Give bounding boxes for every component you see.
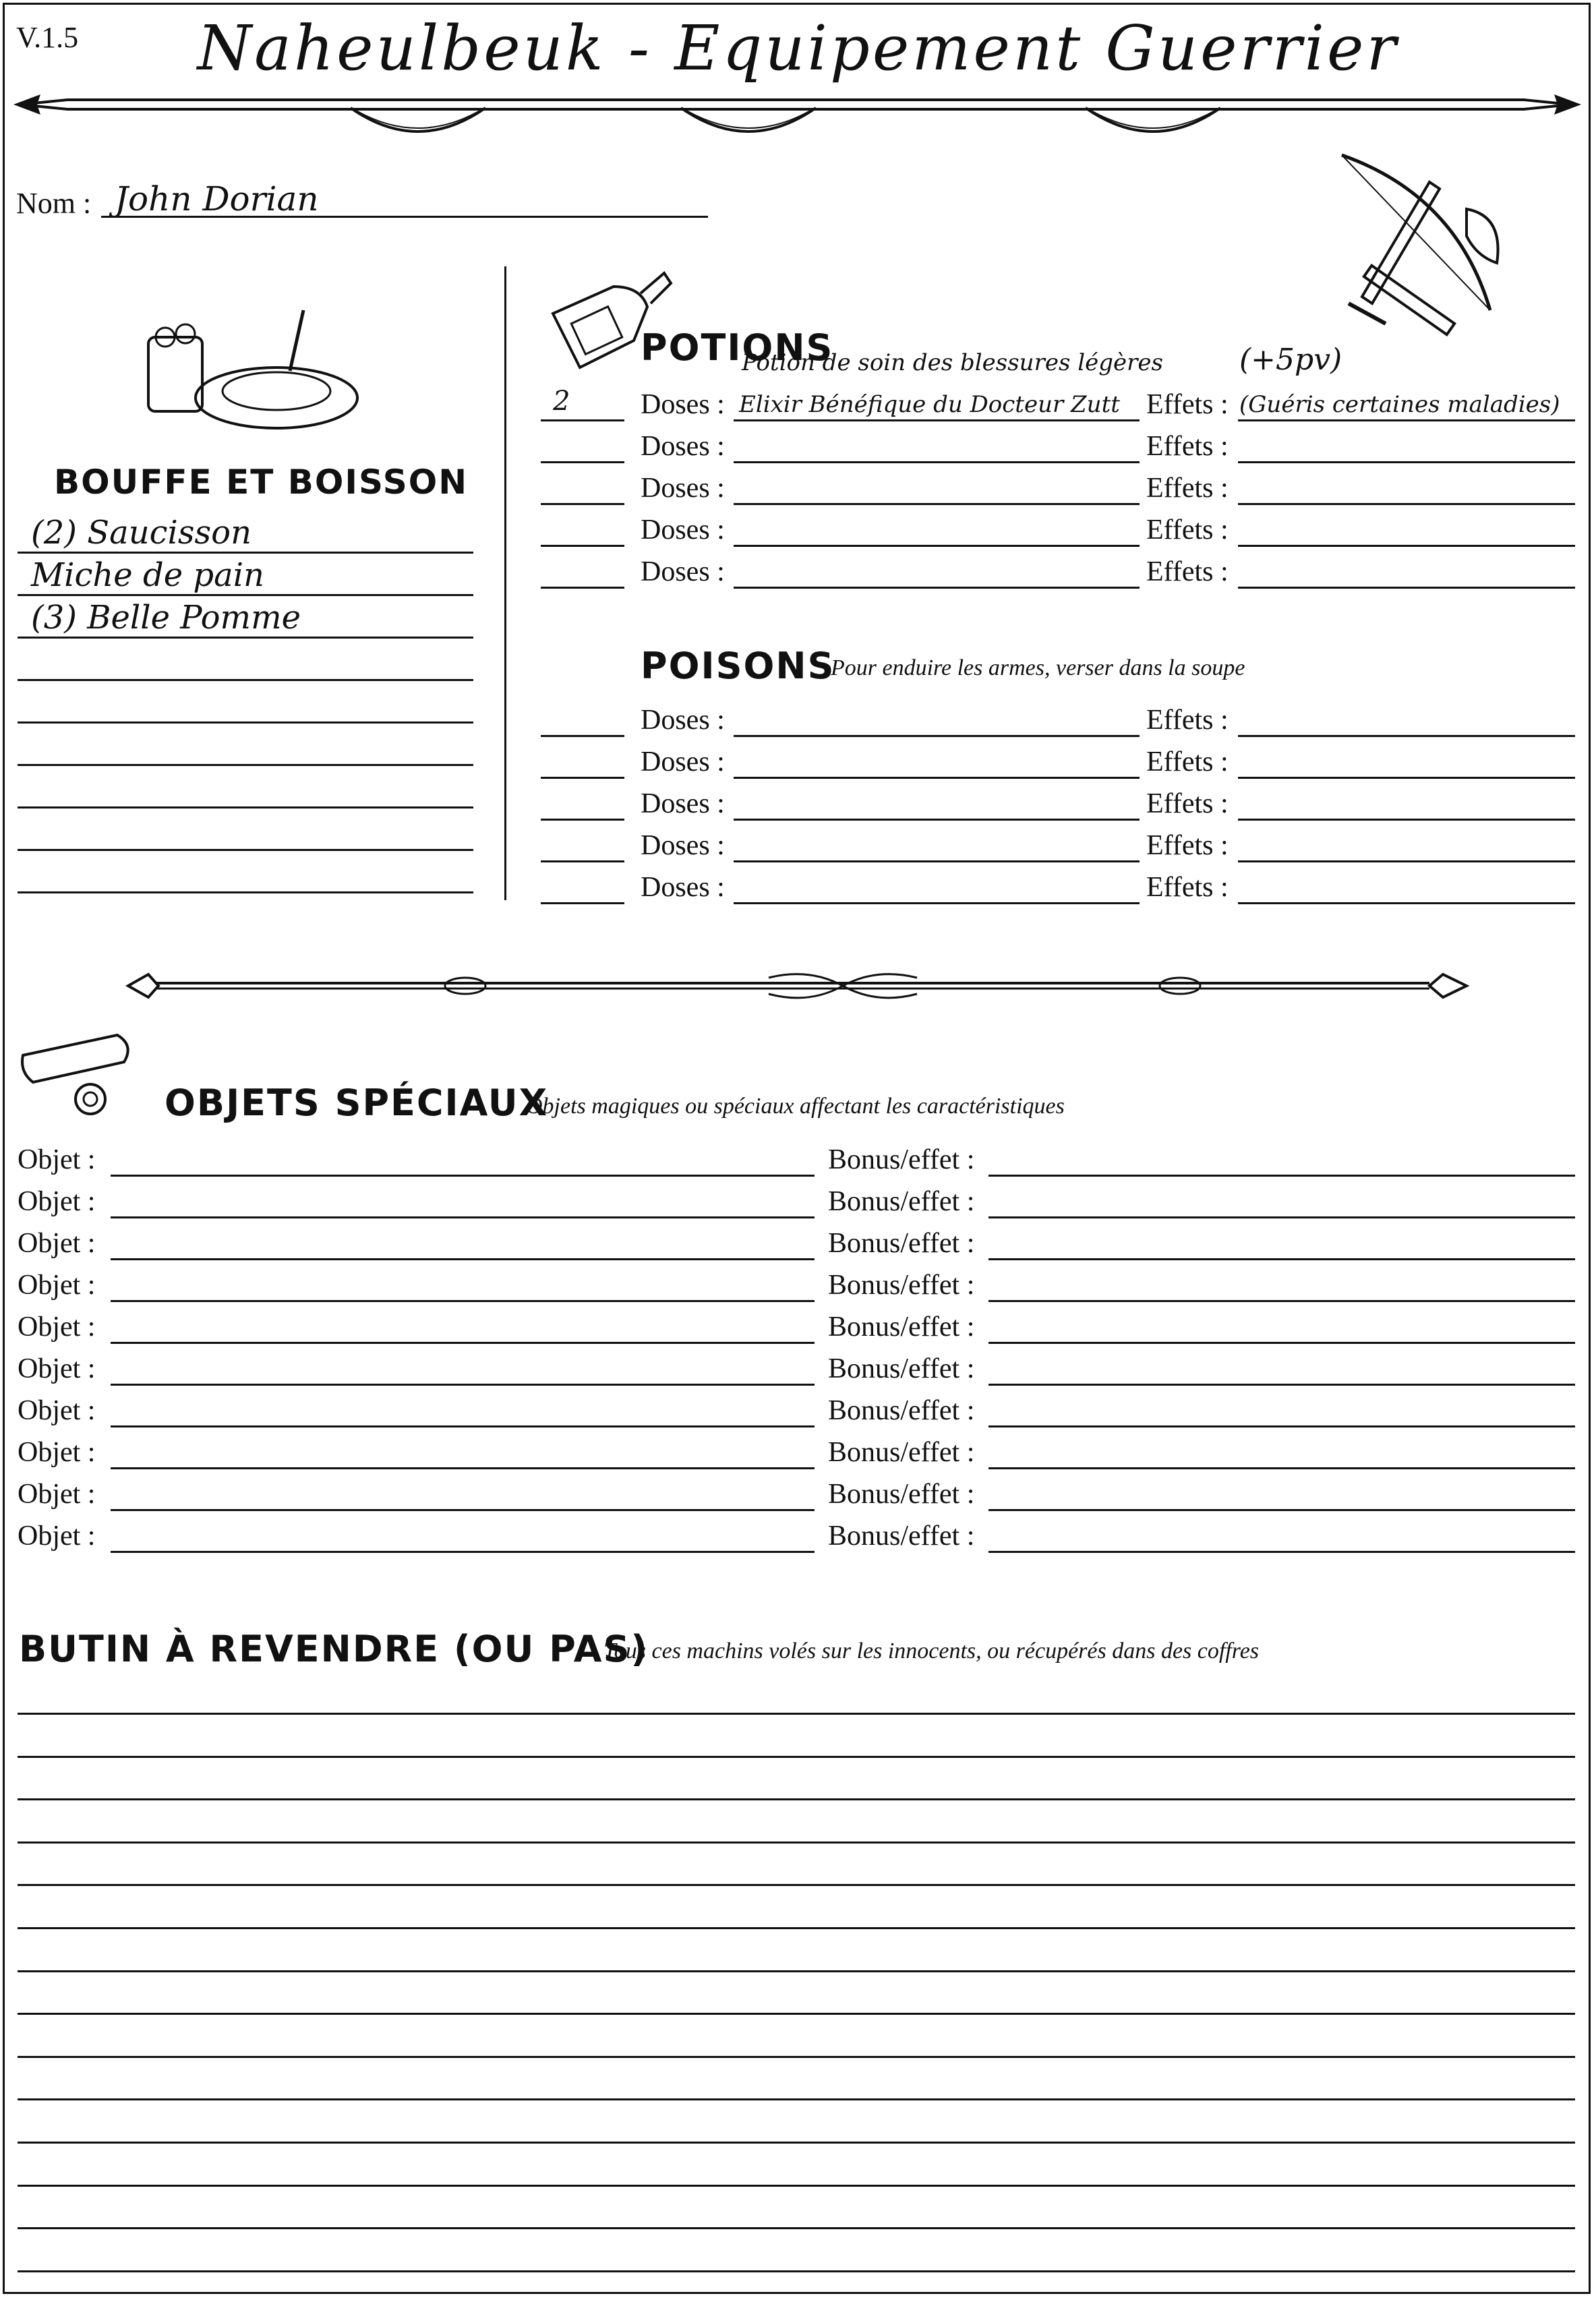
- objet-label: Objet :: [18, 1270, 96, 1301]
- poison-effect-line[interactable]: [1238, 777, 1575, 779]
- potion-effect-line: [1238, 503, 1575, 505]
- bonus-line[interactable]: [988, 1467, 1575, 1469]
- poison-count-line[interactable]: [541, 819, 624, 821]
- special-subtitle: Objets magiques ou spéciaux affectant les caractéristiques: [526, 1094, 1065, 1119]
- potion-name-line: [734, 503, 1140, 505]
- bonus-label: Bonus/effet :: [828, 1521, 975, 1552]
- objet-line[interactable]: [111, 1258, 815, 1260]
- food-item[interactable]: (3) Belle Pomme: [31, 599, 301, 637]
- food-line: [18, 637, 473, 639]
- name-label: Nom :: [16, 187, 92, 220]
- poison-name-line[interactable]: [734, 777, 1140, 779]
- poison-name-line[interactable]: [734, 860, 1140, 862]
- food-line: [18, 849, 473, 851]
- objet-label: Objet :: [18, 1312, 96, 1343]
- dose-count-line: [541, 503, 624, 505]
- food-line: [18, 806, 473, 808]
- potion-name[interactable]: Elixir Bénéfique du Docteur Zutt: [739, 391, 1120, 418]
- objet-line[interactable]: [111, 1384, 815, 1386]
- effets-label: Effets :: [1146, 389, 1229, 420]
- bonus-line[interactable]: [988, 1300, 1575, 1302]
- doses-label: Doses :: [641, 788, 725, 819]
- poison-name-line[interactable]: [734, 735, 1140, 737]
- version-label: V.1.5: [16, 21, 79, 54]
- objet-line[interactable]: [111, 1509, 815, 1511]
- potion-name-line: [734, 419, 1140, 421]
- objet-label: Objet :: [18, 1395, 96, 1426]
- bonus-line[interactable]: [988, 1509, 1575, 1511]
- effets-label: Effets :: [1146, 431, 1229, 462]
- dose-count-line: [541, 461, 624, 463]
- special-heading: OBJETS SPÉCIAUX: [165, 1082, 549, 1124]
- objet-label: Objet :: [18, 1228, 96, 1259]
- poison-effect-line[interactable]: [1238, 819, 1575, 821]
- bonus-label: Bonus/effet :: [828, 1479, 975, 1510]
- potion-note-effect: (+5pv): [1239, 343, 1342, 377]
- dose-count-line: [541, 587, 624, 589]
- loot-line[interactable]: [18, 1970, 1575, 1972]
- dose-count-line: [541, 545, 624, 547]
- doses-label: Doses :: [641, 514, 725, 546]
- food-line: [18, 721, 473, 724]
- potion-effect-line: [1238, 545, 1575, 547]
- doses-label: Doses :: [641, 431, 725, 462]
- bonus-line[interactable]: [988, 1175, 1575, 1177]
- loot-line[interactable]: [18, 2270, 1575, 2272]
- bonus-line[interactable]: [988, 1342, 1575, 1344]
- name-field[interactable]: John Dorian: [115, 179, 319, 218]
- dose-count[interactable]: 2: [553, 386, 570, 417]
- bonus-label: Bonus/effet :: [828, 1228, 975, 1259]
- food-line: [18, 594, 473, 596]
- effets-label: Effets :: [1146, 514, 1229, 546]
- effets-label: Effets :: [1146, 788, 1229, 819]
- loot-heading: BUTIN À REVENDRE (OU PAS): [19, 1628, 649, 1670]
- bonus-line[interactable]: [988, 1425, 1575, 1427]
- food-item[interactable]: (2) Saucisson: [31, 514, 252, 552]
- loot-line[interactable]: [18, 2056, 1575, 2058]
- bonus-line[interactable]: [988, 1384, 1575, 1386]
- potion-effect-line: [1238, 419, 1575, 421]
- food-heading: BOUFFE ET BOISSON: [54, 463, 469, 502]
- crossed-weapons-icon: [1322, 155, 1524, 351]
- food-line: [18, 764, 473, 766]
- objet-line[interactable]: [111, 1467, 815, 1469]
- poison-count-line[interactable]: [541, 860, 624, 862]
- poison-effect-line[interactable]: [1238, 735, 1575, 737]
- potion-name-line: [734, 587, 1140, 589]
- doses-label: Doses :: [641, 705, 725, 736]
- column-divider: [504, 266, 506, 900]
- potions-heading: POTIONS: [641, 326, 834, 369]
- effets-label: Effets :: [1146, 705, 1229, 736]
- effets-label: Effets :: [1146, 830, 1229, 861]
- objet-label: Objet :: [18, 1144, 96, 1175]
- staff-divider-icon: [128, 964, 1470, 1005]
- objet-line[interactable]: [111, 1300, 815, 1302]
- effets-label: Effets :: [1146, 556, 1229, 587]
- loot-line[interactable]: [18, 2142, 1575, 2144]
- bonus-line[interactable]: [988, 1551, 1575, 1553]
- loot-line[interactable]: [18, 2185, 1575, 2187]
- doses-label: Doses :: [641, 556, 725, 587]
- objet-line[interactable]: [111, 1551, 815, 1553]
- food-line: [18, 552, 473, 554]
- poison-effect-line[interactable]: [1238, 902, 1575, 904]
- loot-line[interactable]: [18, 1927, 1575, 1929]
- objet-label: Objet :: [18, 1353, 96, 1384]
- objet-label: Objet :: [18, 1521, 96, 1552]
- page-title: Naheulbeuk - Equipement Guerrier: [197, 12, 1399, 84]
- poison-count-line[interactable]: [541, 735, 624, 737]
- doses-label: Doses :: [641, 746, 725, 777]
- bonus-label: Bonus/effet :: [828, 1437, 975, 1468]
- objet-line[interactable]: [111, 1425, 815, 1427]
- loot-line[interactable]: [18, 1884, 1575, 1886]
- loot-line[interactable]: [18, 1798, 1575, 1800]
- doses-label: Doses :: [641, 872, 725, 903]
- scroll-ring-icon: [16, 1028, 151, 1123]
- objet-label: Objet :: [18, 1437, 96, 1468]
- bonus-label: Bonus/effet :: [828, 1395, 975, 1426]
- loot-line[interactable]: [18, 1713, 1575, 1715]
- poison-count-line[interactable]: [541, 902, 624, 904]
- food-item[interactable]: Miche de pain: [31, 556, 264, 594]
- potion-name-line: [734, 545, 1140, 547]
- bonus-label: Bonus/effet :: [828, 1186, 975, 1217]
- loot-line[interactable]: [18, 2227, 1575, 2229]
- loot-line[interactable]: [18, 1842, 1575, 1844]
- poison-effect-line[interactable]: [1238, 860, 1575, 862]
- doses-label: Doses :: [641, 830, 725, 861]
- potion-effect[interactable]: (Guéris certaines maladies): [1239, 391, 1560, 418]
- effets-label: Effets :: [1146, 473, 1229, 504]
- potion-effect-line: [1238, 587, 1575, 589]
- dose-count-line: [541, 419, 624, 421]
- food-plate-icon: [135, 297, 364, 432]
- bonus-line[interactable]: [988, 1216, 1575, 1218]
- bonus-label: Bonus/effet :: [828, 1312, 975, 1343]
- poison-count-line[interactable]: [541, 777, 624, 779]
- objet-line[interactable]: [111, 1342, 815, 1344]
- loot-line[interactable]: [18, 2013, 1575, 2015]
- food-line: [18, 891, 473, 893]
- bonus-label: Bonus/effet :: [828, 1270, 975, 1301]
- objet-line[interactable]: [111, 1216, 815, 1218]
- effets-label: Effets :: [1146, 872, 1229, 903]
- poisons-heading: POISONS: [641, 645, 835, 687]
- poisons-subtitle: Pour enduire les armes, verser dans la soupe: [831, 655, 1245, 680]
- bonus-label: Bonus/effet :: [828, 1144, 975, 1175]
- objet-line[interactable]: [111, 1175, 815, 1177]
- doses-label: Doses :: [641, 473, 725, 504]
- potion-note-name: Potion de soin des blessures légères: [742, 349, 1163, 376]
- bonus-line[interactable]: [988, 1258, 1575, 1260]
- objet-label: Objet :: [18, 1186, 96, 1217]
- poison-name-line[interactable]: [734, 819, 1140, 821]
- loot-line[interactable]: [18, 1756, 1575, 1758]
- food-line: [18, 679, 473, 681]
- doses-label: Doses :: [641, 389, 725, 420]
- effets-label: Effets :: [1146, 746, 1229, 777]
- potion-effect-line: [1238, 461, 1575, 463]
- bonus-label: Bonus/effet :: [828, 1353, 975, 1384]
- objet-label: Objet :: [18, 1479, 96, 1510]
- poison-name-line[interactable]: [734, 902, 1140, 904]
- loot-line[interactable]: [18, 2098, 1575, 2100]
- loot-subtitle: Tous ces machins volés sur les innocents, ou récupérés dans des coffres: [603, 1639, 1260, 1663]
- potion-name-line: [734, 461, 1140, 463]
